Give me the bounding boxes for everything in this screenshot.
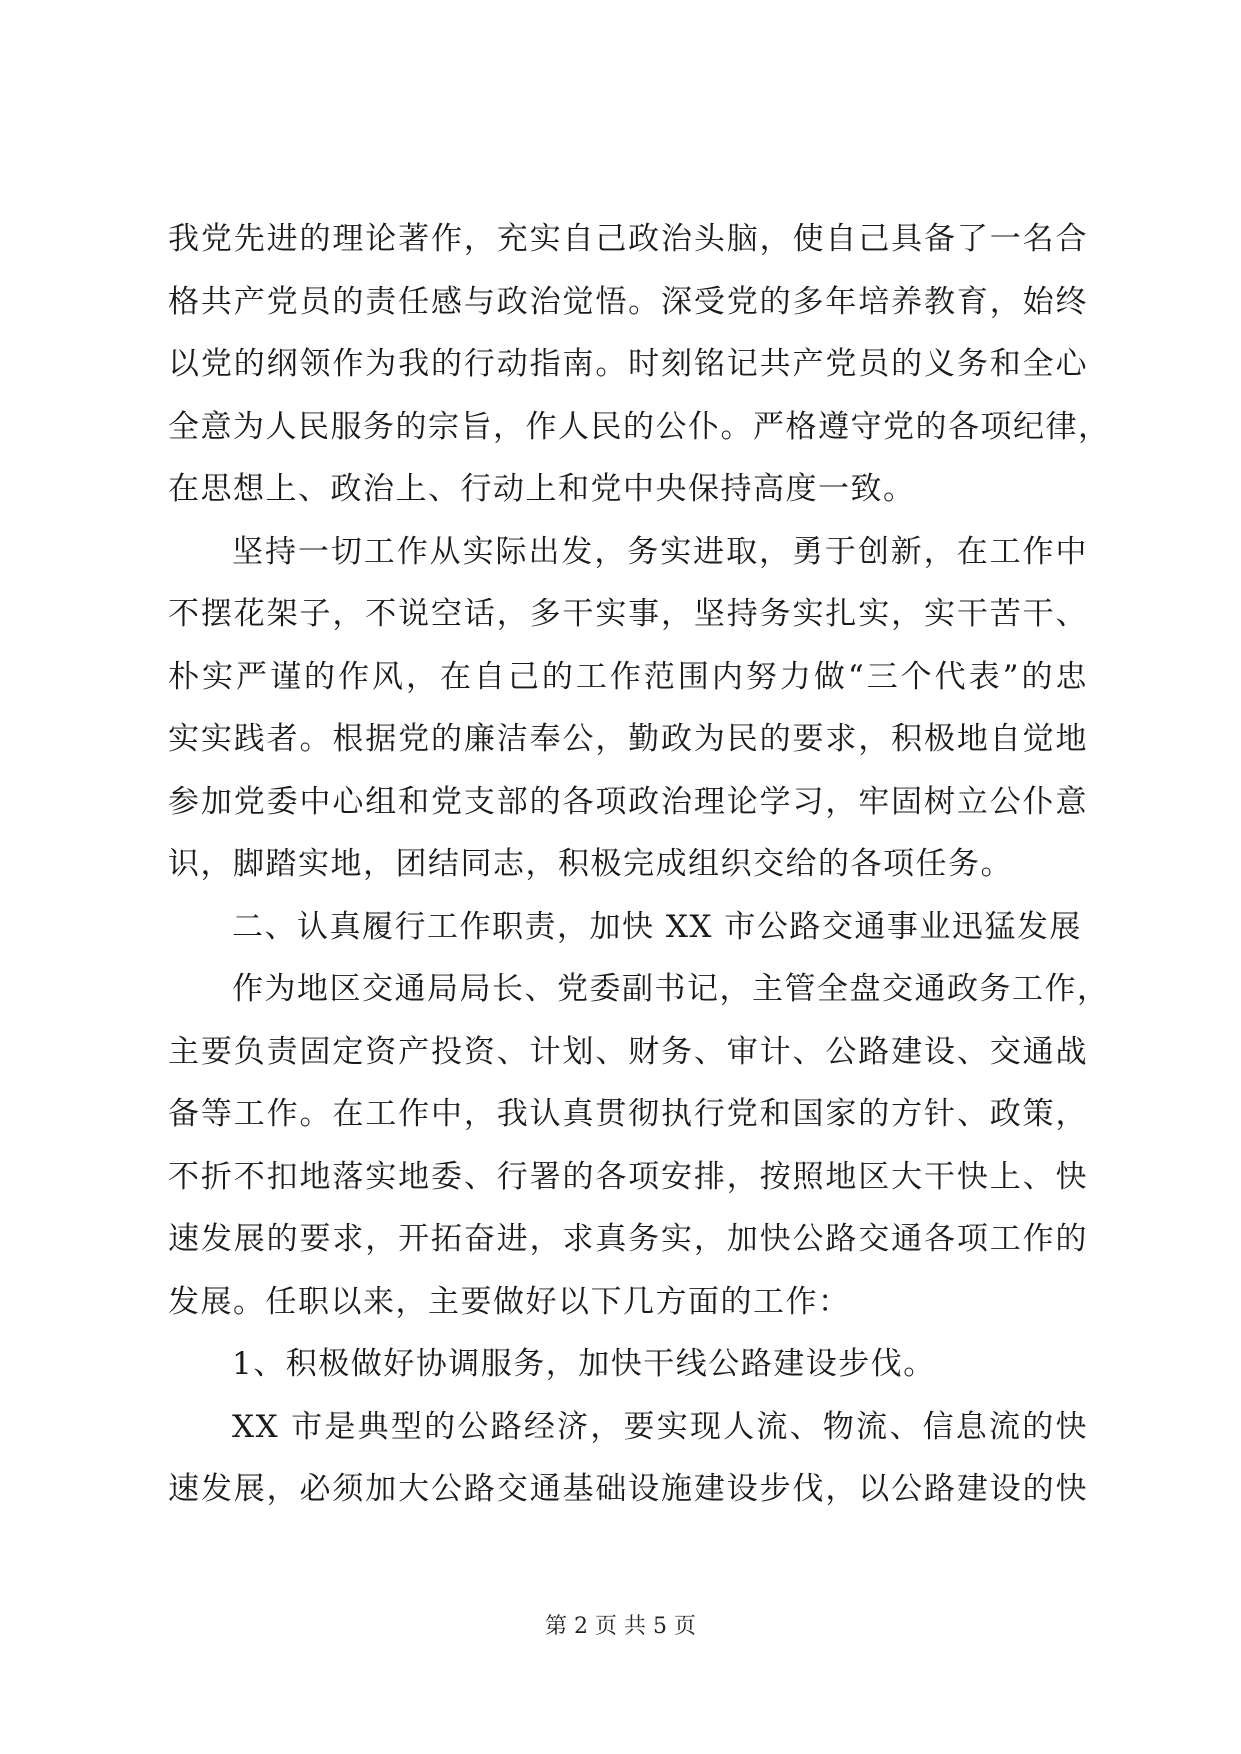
section-heading: 二、认真履行工作职责，加快 XX 市公路交通事业迅猛发展: [232, 908, 1082, 945]
text-line: 参加党委中心组和党支部的各项政治理论学习，牢固树立公仆意: [168, 783, 1088, 820]
text-line: 格共产党员的责任感与政治觉悟。深受党的多年培养教育，始终: [168, 283, 1088, 320]
text-line: 备等工作。在工作中，我认真贯彻执行党和国家的方针、政策，: [168, 1096, 1088, 1132]
text-line: 以党的纲领作为我的行动指南。时刻铭记共产党员的义务和全心: [168, 346, 1088, 382]
text-line: 不折不扣地落实地委、行署的各项安排，按照地区大干快上、快: [168, 1158, 1088, 1195]
text-line: 朴实严谨的作风，在自己的工作范围内努力做“三个代表”的忠: [168, 658, 1088, 695]
text-line: XX 市是典型的公路经济，要实现人流、物流、信息流的快: [232, 1408, 1088, 1445]
text-line: 发展。任职以来，主要做好以下几方面的工作：: [168, 1283, 851, 1320]
page-number-footer: 第 2 页 共 5 页: [545, 1614, 696, 1639]
text-line: 速发展的要求，开拓奋进，求真务实，加快公路交通各项工作的: [168, 1221, 1088, 1257]
text-line: 速发展，必须加大公路交通基础设施建设步伐，以公路建设的快: [168, 1471, 1088, 1507]
text-line: 全意为人民服务的宗旨，作人民的公仆。严格遵守党的各项纪律，: [168, 408, 1111, 445]
subsection-heading: 1、积极做好协调服务，加快干线公路建设步伐。: [232, 1346, 936, 1382]
text-line: 识，脚踏实地，团结同志，积极完成组织交给的各项任务。: [168, 846, 1013, 882]
text-line: 在思想上、政治上、行动上和党中央保持高度一致。: [168, 471, 916, 507]
text-line: 主要负责固定资产投资、计划、财务、审计、公路建设、交通战: [168, 1033, 1088, 1070]
text-line: 实实践者。根据党的廉洁奉公，勤政为民的要求，积极地自觉地: [168, 721, 1088, 757]
document-body: [168, 208, 1111, 1521]
text-line: 作为地区交通局局长、党委副书记，主管全盘交通政务工作，: [232, 971, 1110, 1007]
text-line: 不摆花架子，不说空话，多干实事，坚持务实扎实，实干苦干、: [168, 596, 1088, 632]
text-line: 我党先进的理论著作，充实自己政治头脑，使自己具备了一名合: [168, 221, 1088, 257]
text-line: 坚持一切工作从实际出发，务实进取，勇于创新，在工作中: [232, 533, 1088, 570]
